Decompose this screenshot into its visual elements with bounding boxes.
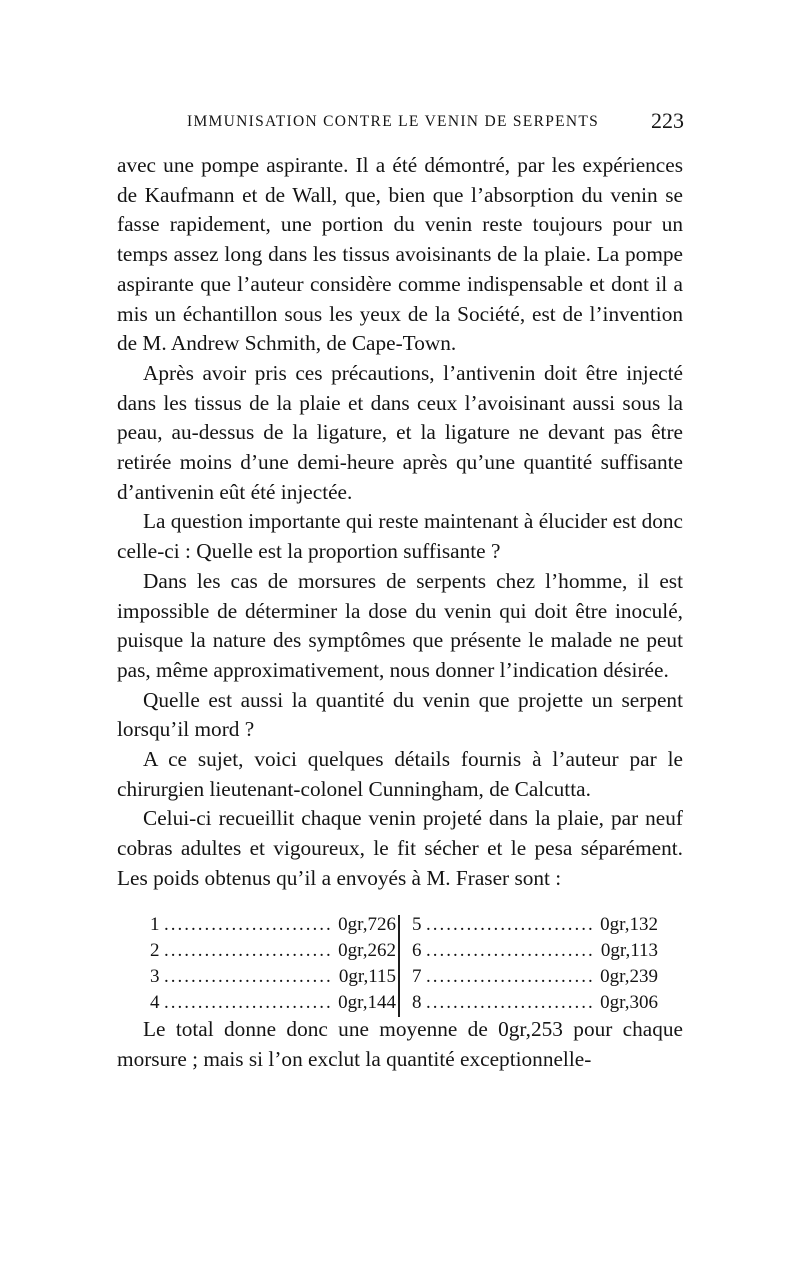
leader-dots — [426, 912, 594, 938]
row-number: 5 — [412, 914, 422, 935]
paragraph: A ce sujet, voici quelques détails fournis à l’auteur par le chirurgien lieutenant-colonel Cunningham, de Calcutta. — [117, 747, 683, 801]
paragraph: Celui-ci recueillit chaque venin projeté dans la plaie, par neuf cobras adultes et vigoureux, le fit sécher et le pesa séparément. Les poids obtenus qu’il a envoyés à M. Fraser sont : — [117, 806, 683, 890]
row-number: 7 — [412, 966, 422, 987]
page-number: 223 — [651, 108, 684, 133]
page-header — [187, 107, 684, 143]
table-row — [150, 990, 400, 1016]
leader-dots — [426, 964, 594, 990]
table-row — [150, 938, 400, 964]
closing-text — [117, 1015, 683, 1074]
row-number: 8 — [412, 992, 422, 1013]
row-value: 0gr,113 — [600, 940, 658, 961]
row-value: 0gr,262 — [338, 940, 396, 961]
leader-dots — [164, 938, 332, 964]
paragraph: avec une pompe aspirante. Il a été démontré, par les expériences de Kaufmann et de Wall, que, bien que l’absorption du venin se fasse rapidement, une portion du venin reste toujours pour un temps assez long dans les tissus avoisinants de la plaie. La pompe aspirante que l’auteur considère comme indispensable et dont il a mis un échantillon sous les yeux de la Société, est de l’invention de M. Andrew Schmith, de Cape-Town. — [117, 153, 683, 356]
row-value: 0gr,726 — [338, 914, 396, 935]
row-number: 2 — [150, 940, 160, 961]
table-column-right — [412, 912, 662, 1016]
table-row — [412, 990, 662, 1016]
table-row — [150, 912, 400, 938]
table-row — [412, 964, 662, 990]
leader-dots — [426, 938, 595, 964]
leader-dots — [164, 964, 333, 990]
paragraph: Le total donne donc une moyenne de 0gr,253 pour chaque morsure ; mais si l’on exclut la quantité exceptionnelle- — [117, 1017, 683, 1071]
row-number: 6 — [412, 940, 422, 961]
running-title: IMMUNISATION CONTRE LE VENIN DE SERPENTS — [187, 113, 600, 130]
table-row — [150, 964, 400, 990]
row-value: 0gr,132 — [600, 914, 658, 935]
paragraph: La question importante qui reste maintenant à élucider est donc celle-ci : Quelle est la proportion suffisante ? — [117, 509, 683, 564]
venom-weight-table — [150, 912, 690, 1017]
row-number: 4 — [150, 992, 160, 1013]
row-number: 1 — [150, 914, 160, 935]
paragraph: Dans les cas de morsures de serpents chez l’homme, il est impossible de déterminer la dose du venin qui doit être inoculé, puisque la nature des symptômes que présente le malade ne peut pas, même approximativement, nous donner l’indication désirée. — [117, 568, 683, 682]
body-text — [117, 151, 683, 894]
row-value: 0gr,239 — [600, 966, 658, 987]
column-divider — [398, 915, 400, 1017]
leader-dots — [164, 990, 332, 1016]
row-value: 0gr,306 — [600, 992, 658, 1013]
leader-dots — [426, 990, 594, 1016]
leader-dots — [164, 912, 332, 938]
paragraph: Après avoir pris ces précautions, l’antivenin doit être injecté dans les tissus de la plaie et dans ceux l’avoisinant aussi sous la peau, au-dessus de la ligature, et la ligature ne devant pas être retirée moins d’une demi-heure après qu’une quantité suffisante d’antivenin eût été injectée. — [117, 360, 683, 504]
table-row — [412, 938, 662, 964]
row-value: 0gr,115 — [338, 966, 396, 987]
paragraph: Quelle est aussi la quantité du venin que projette un serpent lorsqu’il mord ? — [117, 687, 683, 742]
row-number: 3 — [150, 966, 160, 987]
table-row — [412, 912, 662, 938]
row-value: 0gr,144 — [338, 992, 396, 1013]
table-column-left — [150, 912, 400, 1016]
